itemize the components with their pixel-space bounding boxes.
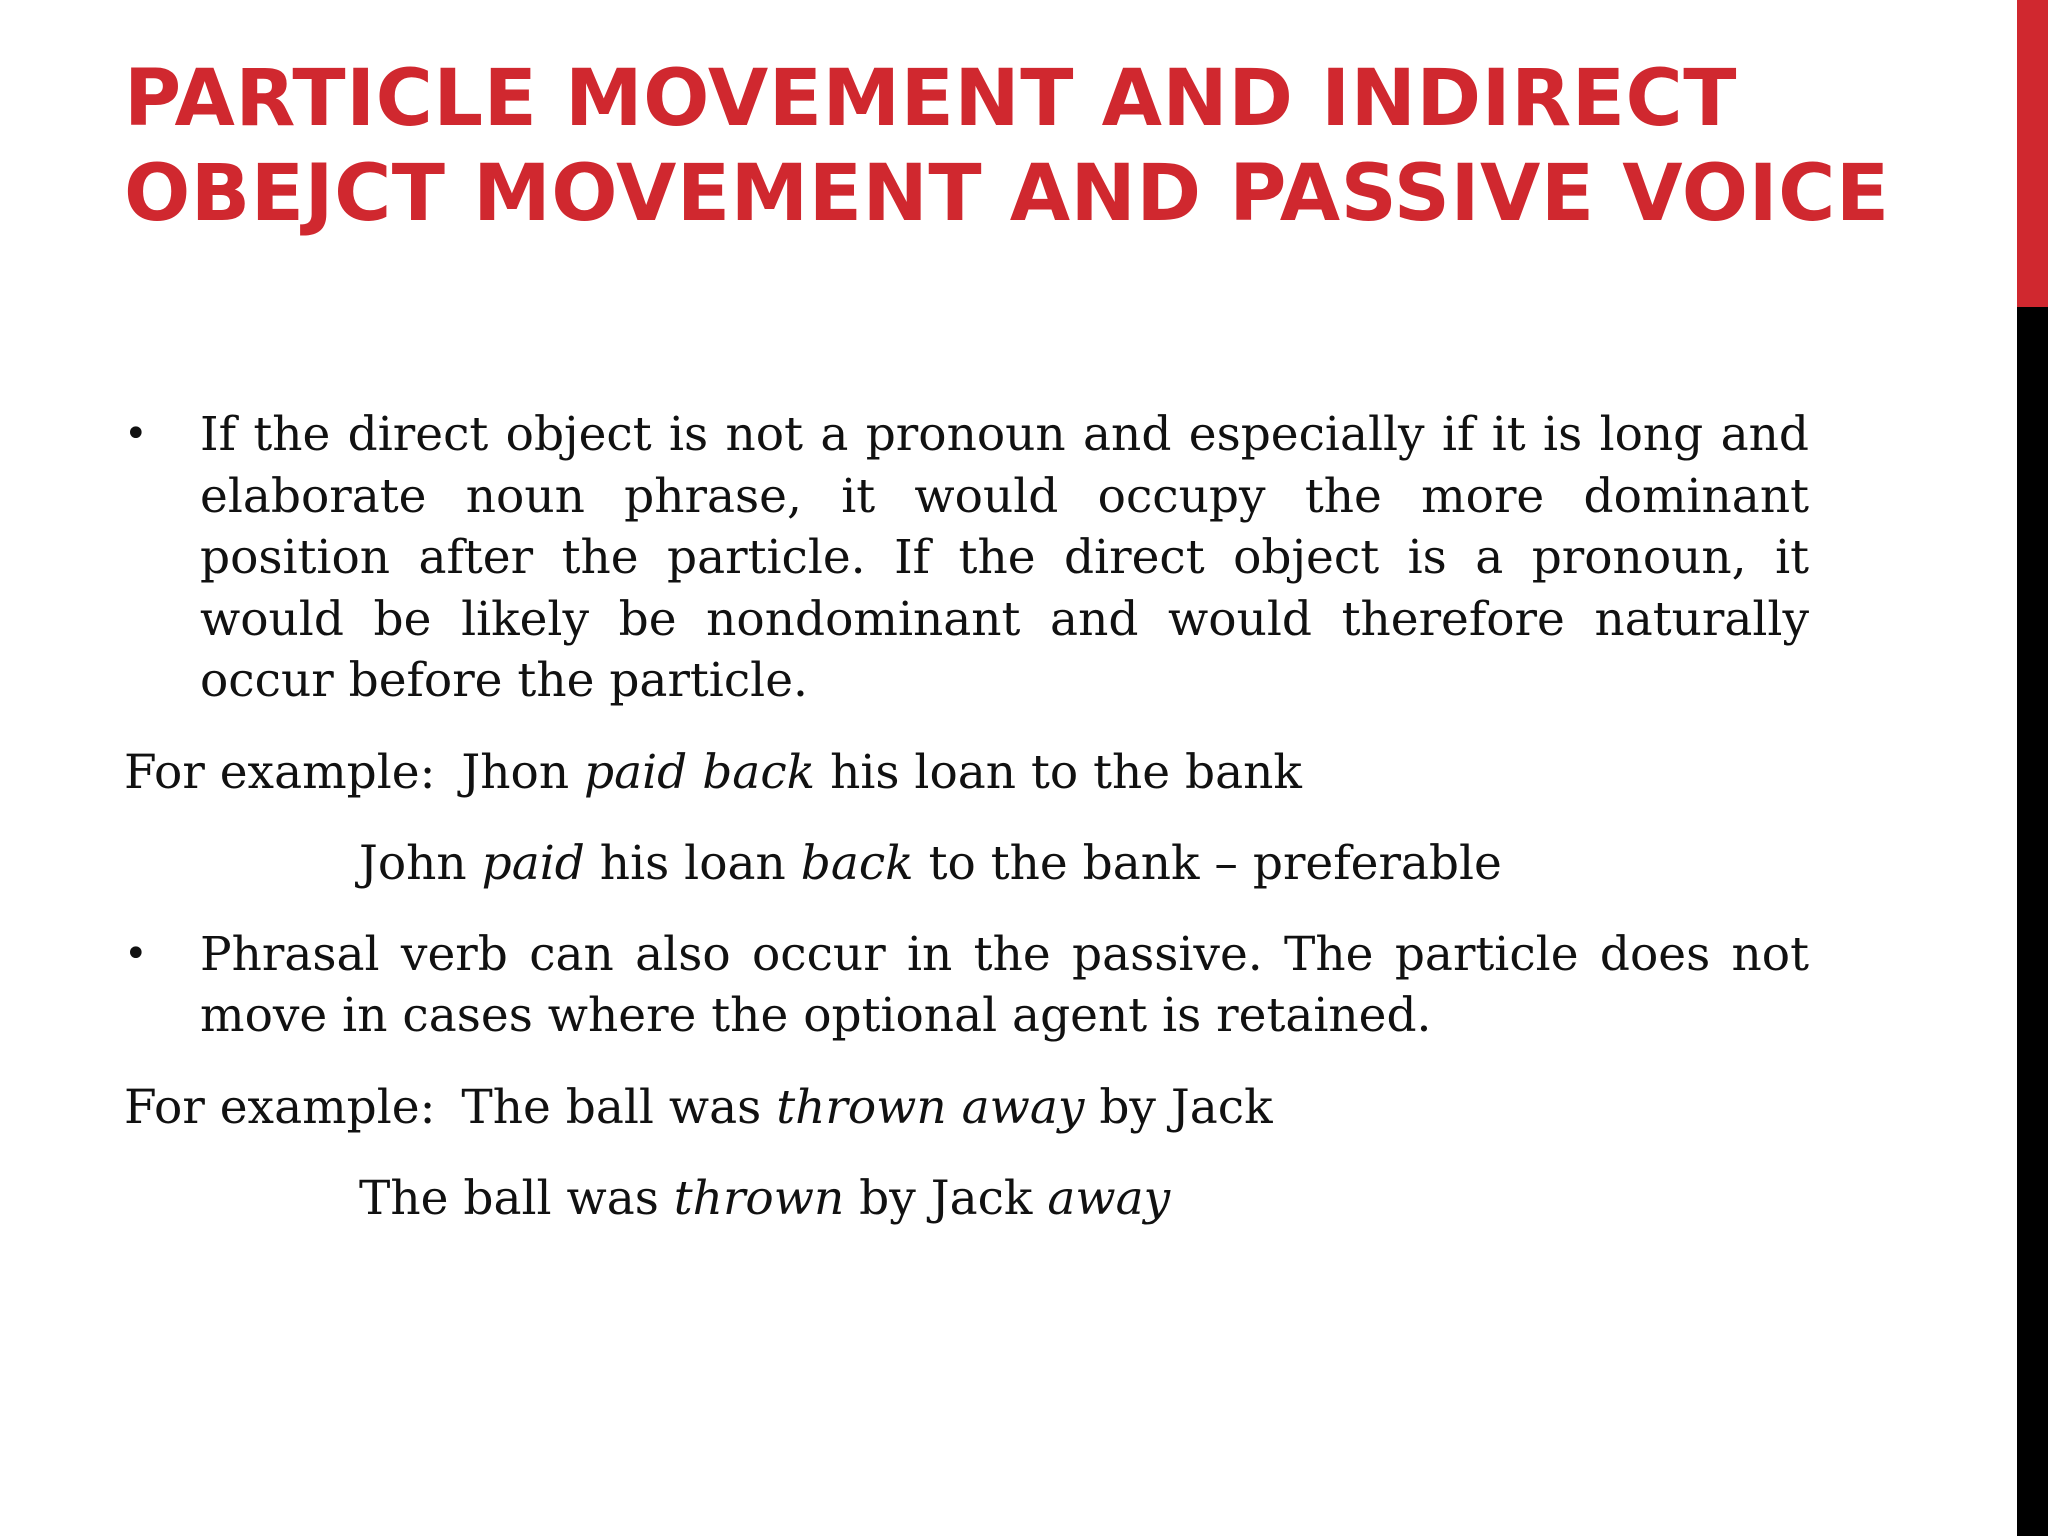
bullet-text: If the direct object is not a pronoun and especially if it is long and elaborate noun phrase, it would occupy the more dominant position after the particle. If the direct object is a pronoun, it would be likely be nondominant and would therefore naturally occur before the particle. <box>200 407 1809 708</box>
example-italic: back <box>800 835 914 891</box>
example-lead: For example: <box>124 744 436 800</box>
example-italic: away <box>1047 1170 1171 1226</box>
example-text: John <box>359 835 482 891</box>
example-italic: thrown away <box>776 1079 1085 1135</box>
example-text: his loan to the bank <box>815 744 1302 800</box>
accent-bar-red <box>2017 0 2048 307</box>
bullet-icon: • <box>124 930 148 977</box>
bullet-icon: • <box>124 411 148 457</box>
example-lead: For example: <box>124 1079 436 1135</box>
example-text: by Jack <box>1084 1079 1273 1135</box>
example-italic: paid <box>481 835 585 891</box>
slide-body <box>124 404 1809 1229</box>
accent-bar-dark <box>2017 307 2048 1536</box>
example-text: The ball was <box>359 1170 674 1226</box>
example-line <box>124 833 1809 894</box>
example-line <box>124 742 1809 803</box>
example-italic: thrown <box>673 1170 845 1226</box>
example-text: The ball was <box>461 1079 777 1135</box>
example-line <box>124 1168 1809 1229</box>
example-text: Jhon <box>461 744 585 800</box>
example-text: his loan <box>584 835 801 891</box>
example-italic: paid back <box>584 744 816 800</box>
example-text: by Jack <box>844 1170 1048 1226</box>
slide-title: PARTICLE MOVEMENT AND INDIRECT OBEJCT MOVEMENT AND PASSIVE VOICE <box>124 54 1890 239</box>
bullet-item <box>124 404 1809 712</box>
example-line <box>124 1077 1809 1138</box>
bullet-text: Phrasal verb can also occur in the passive. The particle does not move in cases where the optional agent is retained. <box>200 926 1809 1043</box>
bullet-item <box>124 924 1809 1047</box>
example-text: to the bank – preferable <box>913 835 1502 891</box>
